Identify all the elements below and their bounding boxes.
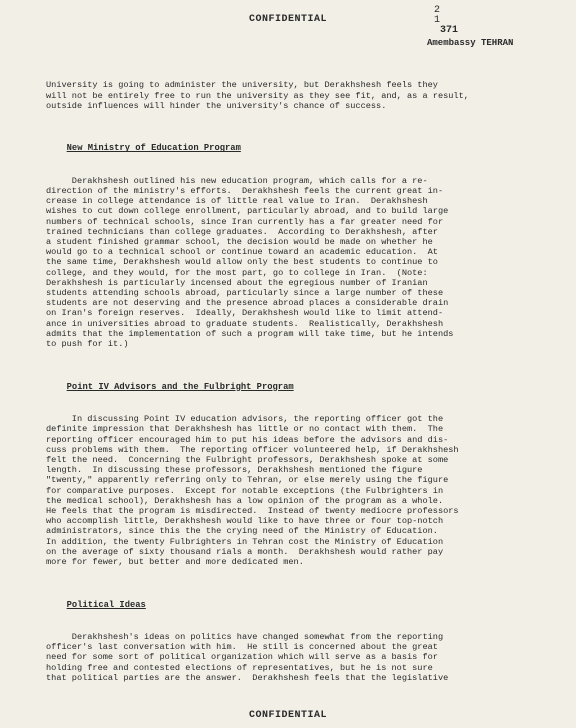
header-classification: CONFIDENTIAL <box>248 14 327 25</box>
footer-classification: CONFIDENTIAL <box>248 710 327 721</box>
section-text-education: Derakhshesh outlined his new education program, which calls for a re- direction of the ministry's efforts. Derakhshesh feels the current great in- crease in college attendance is of little real value to Iran. Derakhshesh wishes to cut down college enrollment, particularly abroad, and to build large numbers of technical schools, since Iran currently has a far greater need for trained technicians than college graduates. According to Derakhshesh, after a student finished grammar school, the decision would be made on whether he would go to a technical school or continue toward an academic education. At the same time, Derakhshesh would allow only the best students to continue to college, and they would, for the most part, go to college in Iran. (Note: Derakhshesh is particularly incensed about the egregious number of Iranian students attending schools abroad, particularly since a large number of these students are not deserving and the presence abroad places a considerable drain on Iran's foreign reserves. Ideally, Derakhshesh would like to limit attend- ance in universities abroad to graduate students. Realistically, Derakhshesh admits that the implementation of such a program will take time, but he intends to push for it.) <box>46 175 454 350</box>
page-number-bottom: 371 <box>440 25 459 36</box>
section-heading-point-iv: Point IV Advisors and the Fulbright Program <box>66 381 294 392</box>
page-number-mid: 1 <box>434 15 441 26</box>
intro-paragraph: University is going to administer the university, but Derakhshesh feels they will not be entirely free to run the university as they see fit, and, as a result, outside influences will hinder the university's chance of success. <box>46 80 469 111</box>
page-number-top: 2 <box>434 5 441 16</box>
section-text-political: Derakhshesh's ideas on politics have changed somewhat from the reporting officer's last conversation with him. He still is concerned about the great need for some sort of political organization which will serve as a basis for holding free and contested elections of representatives, but he is not sure that political parties are the answer. Derakhshesh feels that the legislative <box>46 631 449 683</box>
embassy-label: Amembassy TEHRAN <box>427 38 514 48</box>
section-text-point-iv: In discussing Point IV education advisors, the reporting officer got the definite impression that Derakhshesh has little or no contact with them. The reporting officer encouraged him to put his ideas before the advisors and dis- cuss problems with them. The reporting officer volunteered help, if Derakhshesh felt the need. Concerning the Fulbright professors, Derakhshesh spoke at some length. In discussing these professors, Derakhshesh mentioned the figure "twenty," apparently referring only to Tehran, or else merely using the figure for comparative purposes. Except for notable exceptions (the Fulbrighters in the medical school), Derakhshesh has a low opinion of the program as a whole. He feels that the program is misdirected. Instead of twenty mediocre professors who accomplish little, Derakhshesh would like to have three or four top-notch administrators, since this the the crying need of the Ministry of Education. In addition, the twenty Fulbrighters in Tehran cost the Ministry of Education on the average of sixty thousand rials a month. Derakhshesh would rather pay more for fewer, but better and more dedicated men. <box>46 414 459 567</box>
document-body <box>46 60 542 713</box>
section-heading-political: Political Ideas <box>66 599 146 610</box>
section-heading-education: New Ministry of Education Program <box>66 143 241 154</box>
page-number <box>434 6 458 36</box>
